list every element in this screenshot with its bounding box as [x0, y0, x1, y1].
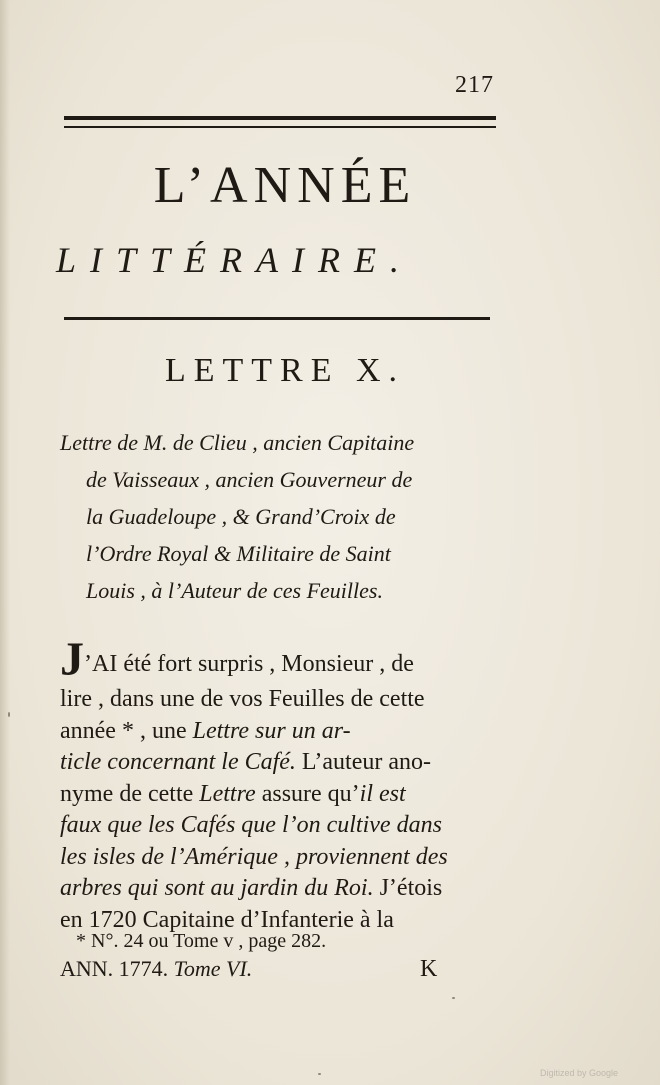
body-line: les isles de l’Amérique , proviennent des: [60, 843, 448, 870]
summary-line: Lettre de M. de Clieu , ancien Capitaine: [60, 430, 415, 455]
italic-run: ticle concernant le Café.: [60, 749, 296, 775]
signature-volume: Tome VI.: [173, 956, 253, 981]
body-line: [60, 716, 506, 748]
body-text-run: L’auteur ano-: [295, 749, 431, 775]
body-line: lire , dans une de vos Feuilles de cette: [60, 686, 425, 712]
section-rule: [64, 317, 490, 320]
summary-line: Louis , à l’Auteur de ces Feuilles.: [86, 578, 383, 603]
signature-line: [60, 956, 450, 982]
footnote: * N°. 24 ou Tome v , page 282.: [76, 930, 327, 952]
digitization-watermark: Digitized by Google: [540, 1068, 619, 1078]
body-line: [60, 747, 506, 779]
paper-speck: [452, 997, 455, 999]
body-text-run: nyme de cette: [60, 780, 200, 807]
letter-heading: LETTRE X.: [164, 352, 406, 389]
body-text-run: été fort surpris , Monsieur , de: [117, 651, 414, 677]
body-line: [60, 873, 506, 905]
body-line: en 1720 Capitaine d’Infanterie à la: [60, 906, 394, 933]
italic-run: Lettre: [199, 780, 256, 807]
italic-run: Lettre sur un ar-: [192, 717, 351, 744]
italic-run: il est: [359, 780, 406, 807]
gutter-shadow: [0, 0, 10, 1085]
italic-run: arbres qui sont au jardin du Roi.: [60, 875, 374, 901]
body-text-run: année * , une: [60, 717, 193, 744]
body-line: [60, 633, 506, 686]
small-caps-opening: ’AI: [84, 651, 118, 677]
body-line: [60, 779, 506, 811]
body-text-run: J’étois: [373, 875, 443, 901]
paper-speck: [318, 1073, 321, 1075]
summary-line: de Vaisseaux , ancien Gouverneur de: [86, 467, 413, 492]
masthead-subtitle: LITTÉRAIRE.: [56, 240, 413, 280]
masthead-title: L’ANNÉE: [153, 157, 417, 214]
signature-text: ANN. 1774.: [60, 956, 174, 981]
signature-mark: K: [420, 956, 438, 982]
top-double-rule: [64, 116, 496, 128]
body-text-run: assure qu’: [255, 780, 360, 807]
letter-body: [60, 633, 506, 936]
letter-summary: [60, 424, 506, 609]
body-line: faux que les Cafés que l’on cultive dans: [60, 812, 442, 838]
page-number: 217: [455, 72, 494, 98]
summary-line: la Guadeloupe , & Grand’Croix de: [86, 504, 396, 529]
drop-letter: J: [60, 633, 84, 686]
paper-speck: [8, 712, 10, 717]
summary-line: l’Ordre Royal & Militaire de Saint: [86, 541, 391, 566]
